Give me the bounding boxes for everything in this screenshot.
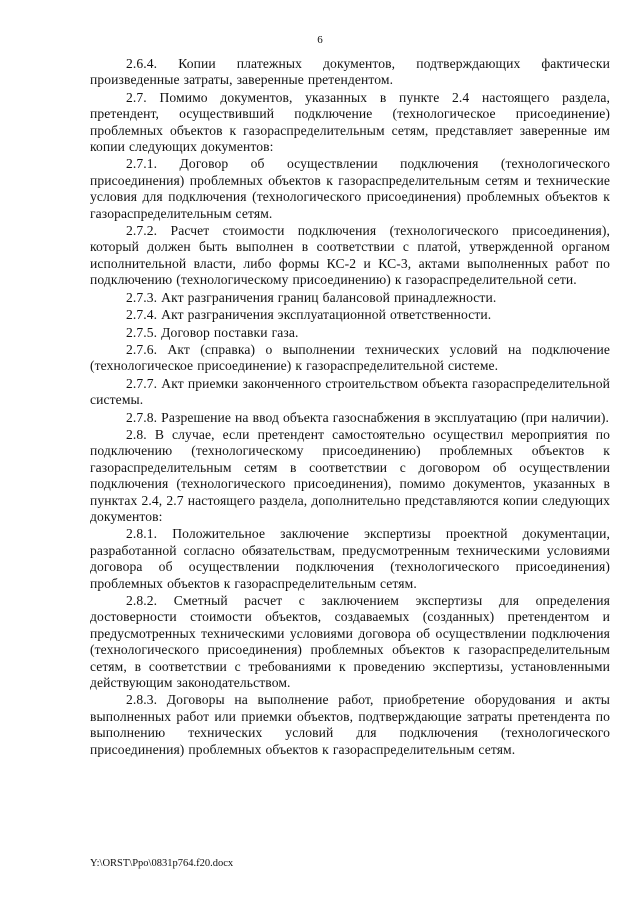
paragraph-2-8-3: 2.8.3. Договоры на выполнение работ, приобретение оборудования и акты выполненных работ или приемки объектов, подтверждающие затраты претендента по выполнению технических условий для подключения (технологического присоединения) проблемных объектов к газораспределительным сетям. <box>90 692 610 757</box>
paragraph-2-8-1: 2.8.1. Положительное заключение экспертизы проектной документации, разработанной согласно обязательствам, предусмотренным техническими условиями договора об осуществлении подключения (технологического присоединения) проблемных объектов к газораспределительным сетям. <box>90 526 610 591</box>
paragraph-2-7-3: 2.7.3. Акт разграничения границ балансовой принадлежности. <box>126 289 497 305</box>
paragraph-2-7-2: 2.7.2. Расчет стоимости подключения (технологического присоединения), который должен быть выполнен в соответствии с платой, утвержденной органом исполнительной власти, либо формы КС-2 и КС-3, актами выполненных работ по подключению (технологическому присоединению) к газораспределительной сети. <box>90 223 610 288</box>
page-number: 6 <box>317 34 323 46</box>
paragraph-2-7-1: 2.7.1. Договор об осуществлении подключения (технологического присоединения) проблемных объектов к газораспределительным сетям и технические условия для подключения (технологического присоединения) проблемных объектов к газораспределительным сетям. <box>90 156 610 221</box>
document-body <box>90 56 610 759</box>
paragraph-2-8-2: 2.8.2. Сметный расчет с заключением экспертизы для определения достоверности стоимости объектов, создаваемых (созданных) претендентом и предусмотренных техническими условиями договора об осуществлении подключения (технологического присоединения) проблемных объектов к газораспределительным сетям, в соответствии с требованиями к проведению экспертизы, установленными действующим законодательством. <box>90 593 610 691</box>
paragraph-2-6-4: 2.6.4. Копии платежных документов, подтверждающих фактически произведенные затраты, заверенные претендентом. <box>90 56 610 88</box>
paragraph-2-8: 2.8. В случае, если претендент самостоятельно осуществил мероприятия по подключению (технологическому присоединению) проблемных объектов к газораспределительным сетям в соответствии с договором об осуществлении подключения (технологического присоединения), помимо документов, указанных в пунктах 2.4, 2.7 настоящего раздела, дополнительно представляются копии следующих документов: <box>90 426 610 524</box>
paragraph-2-7-5: 2.7.5. Договор поставки газа. <box>126 324 299 340</box>
paragraph-2-7-7: 2.7.7. Акт приемки законченного строительством объекта газораспределительной системы. <box>90 375 610 408</box>
paragraph-2-7-6: 2.7.6. Акт (справка) о выполнении технических условий на подключение (технологическое присоединение) к газораспределительной системе. <box>90 341 610 374</box>
paragraph-2-7-8: 2.7.8. Разрешение на ввод объекта газоснабжения в эксплуатацию (при наличии). <box>126 409 610 425</box>
paragraph-2-7-4: 2.7.4. Акт разграничения эксплуатационной ответственности. <box>126 307 492 323</box>
footer-file-path: Y:\ORST\Ppo\0831p764.f20.docx <box>90 858 234 869</box>
paragraph-2-7: 2.7. Помимо документов, указанных в пункте 2.4 настоящего раздела, претендент, осуществивший подключение (технологическое присоединение) проблемных объектов к газораспределительным сетям, представляет заверенные им копии следующих документов: <box>90 89 610 155</box>
